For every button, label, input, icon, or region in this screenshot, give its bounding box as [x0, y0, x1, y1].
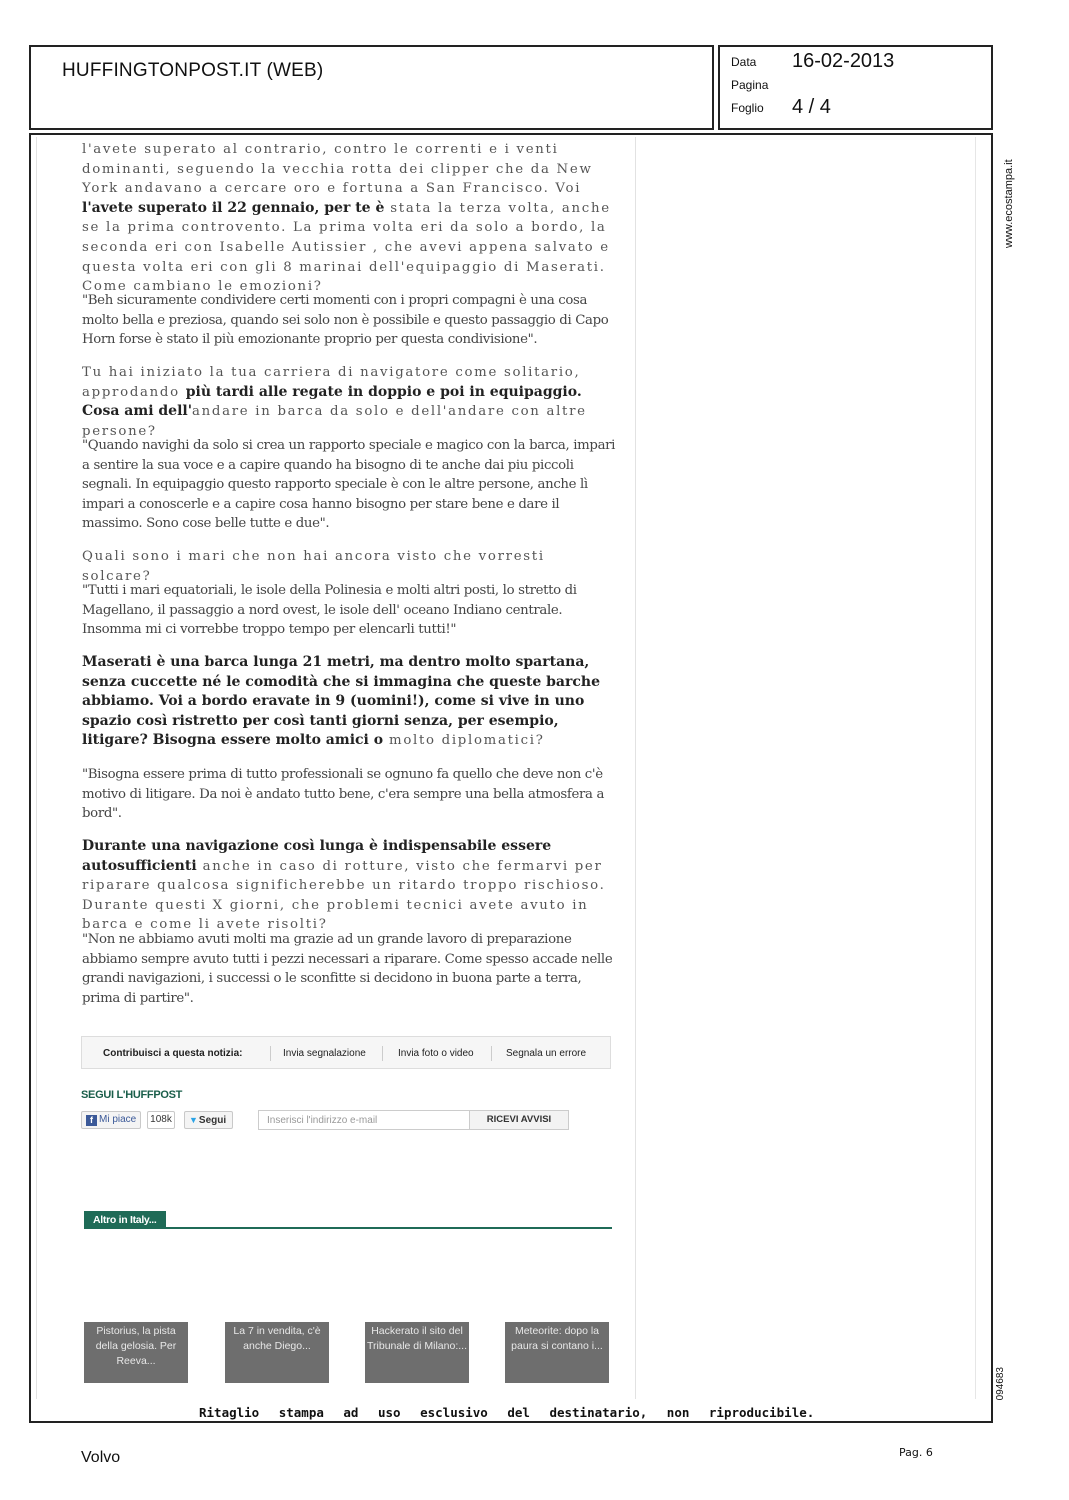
right-divider	[975, 137, 976, 1399]
foglio-label: Foglio	[731, 101, 764, 115]
send-report-link[interactable]: Invia segnalazione	[283, 1048, 366, 1059]
related-article-3[interactable]: Hackerato il sito del Tribunale di Milano:...	[365, 1322, 469, 1383]
clipping-disclaimer: Ritaglio stampa ad uso esclusivo del destinatario, non riproducibile.	[199, 1405, 815, 1420]
question-2: Tu hai iniziato la tua carriera di navigatore come solitario, approdando più tardi alle regate in doppio e poi in equipaggio. Cosa ami dell'andare in barca da solo e dell'andare con altre persone?	[82, 365, 587, 439]
pagina-label: Pagina	[731, 78, 769, 92]
question-1: l'avete superato al contrario, contro le correnti e i venti dominanti, seguendo la vecchia rotta dei clipper che da New York andavano a cercare oro e fortuna a San Francisco. Voi l'avete superato il 22 gennaio, per te è stata la terza volta, anche se la prima controvento. La prima volta eri da solo a bordo, la seconda eri con Isabelle Autissier , che avevi appena salvato e questa volta eri con gli 8 marinai dell'equipaggio di Maserati. Come cambiano le emozioni?	[82, 142, 611, 295]
subscribe-button[interactable]: RICEVI AVVISI	[469, 1110, 569, 1130]
source-title: HUFFINGTONPOST.IT (WEB)	[62, 60, 324, 81]
header-source-box	[29, 45, 714, 130]
facebook-like-button[interactable]: f Mi piace	[81, 1111, 141, 1129]
like-count: 108k	[147, 1111, 175, 1129]
send-media-link[interactable]: Invia foto o video	[398, 1048, 474, 1059]
data-value: 16-02-2013	[792, 50, 895, 72]
agency-site-vertical: www.ecostampa.it	[1003, 159, 1015, 248]
answer-5: "Non ne abbiamo avuti molti ma grazie ad un grande lavoro di preparazione abbiamo sempre avuto tutti i pezzi necessari a riparare. Come spesso accade nelle grandi navigazioni, i successi o le sconfitte si decidono in buona parte a terra, prima di partire".	[82, 932, 613, 1006]
facebook-icon: f	[86, 1115, 97, 1126]
client-name: Volvo	[81, 1449, 121, 1466]
foglio-value: 4 / 4	[792, 96, 831, 118]
contribute-label: Contribuisci a questa notizia:	[103, 1048, 243, 1059]
twitter-follow-button[interactable]: ▼Segui	[184, 1111, 233, 1129]
follow-title: SEGUI L'HUFFPOST	[81, 1089, 183, 1101]
more-section-tab[interactable]: Altro in Italy...	[84, 1211, 166, 1229]
related-article-2[interactable]: La 7 in vendita, c'è anche Diego...	[225, 1322, 329, 1383]
related-article-4[interactable]: Meteorite: dopo la paura si contano i...	[505, 1322, 609, 1383]
data-label: Data	[731, 55, 757, 69]
question-5: Durante una navigazione così lunga è indispensabile essere autosufficienti anche in caso di rotture, visto che fermarvi per riparare qualcosa significherebbe un ritardo troppo rischioso. Durante questi X giorni, che problemi tecnici avete avuto in barca e come li avete risolti?	[82, 838, 606, 933]
answer-1: "Beh sicuramente condividere certi momenti con i propri compagni è una cosa molto bella e preziosa, quando sei solo non è possibile e questo passaggio di Capo Horn forse è stato il più emozionante proprio per questa condivisione".	[82, 293, 609, 348]
question-3: Quali sono i mari che non hai ancora visto che vorresti solcare?	[82, 549, 545, 584]
header-meta-box	[718, 45, 993, 130]
contribute-bar	[81, 1036, 611, 1069]
question-4: Maserati è una barca lunga 21 metri, ma dentro molto spartana, senza cuccette né le comodità che si immagina che queste barche abbiamo. Voi a bordo eravate in 9 (uomini!), come si vive in uno spazio così ristretto per così tanti giorni senza, per esempio, litigare? Bisogna essere molto amici o molto diplomatici?	[82, 654, 600, 749]
answer-3: "Tutti i mari equatoriali, le isole della Polinesia e molti altri posti, lo stretto di Magellano, il passaggio a nord ovest, le isole dell' oceano Indiano centrale. Insomma mi ci vorrebbe troppo tempo per elencarli tutti!"	[82, 583, 577, 638]
report-error-link[interactable]: Segnala un errore	[506, 1048, 587, 1059]
twitter-icon: ▼	[189, 1115, 198, 1125]
page-number: Pag. 6	[899, 1446, 933, 1459]
answer-2: "Quando navighi da solo si crea un rapporto speciale e magico con la barca, impari a sentire la sua voce e a capire quando ha bisogno di te anche dai piu piccoli segnali. In equipaggio questo rapporto speciale è con le altre persone, anche lì impari a conoscerle e a capire cosa hanno bisogno per stare bene e dare il massimo. Sono cose belle tutte e due".	[82, 438, 616, 532]
answer-4: "Bisogna essere prima di tutto professionali se ognuno fa quello che deve non c'è motivo di litigare. Da noi è andato tutto bene, c'era sempre una bella atmosfera a bord".	[82, 767, 605, 822]
related-article-1[interactable]: Pistorius, la pista della gelosia. Per Reeva...	[84, 1322, 188, 1383]
email-input[interactable]: Inserisci l'indirizzo e-mail	[258, 1110, 470, 1130]
clipping-code-vertical: 094683	[995, 1367, 1006, 1401]
